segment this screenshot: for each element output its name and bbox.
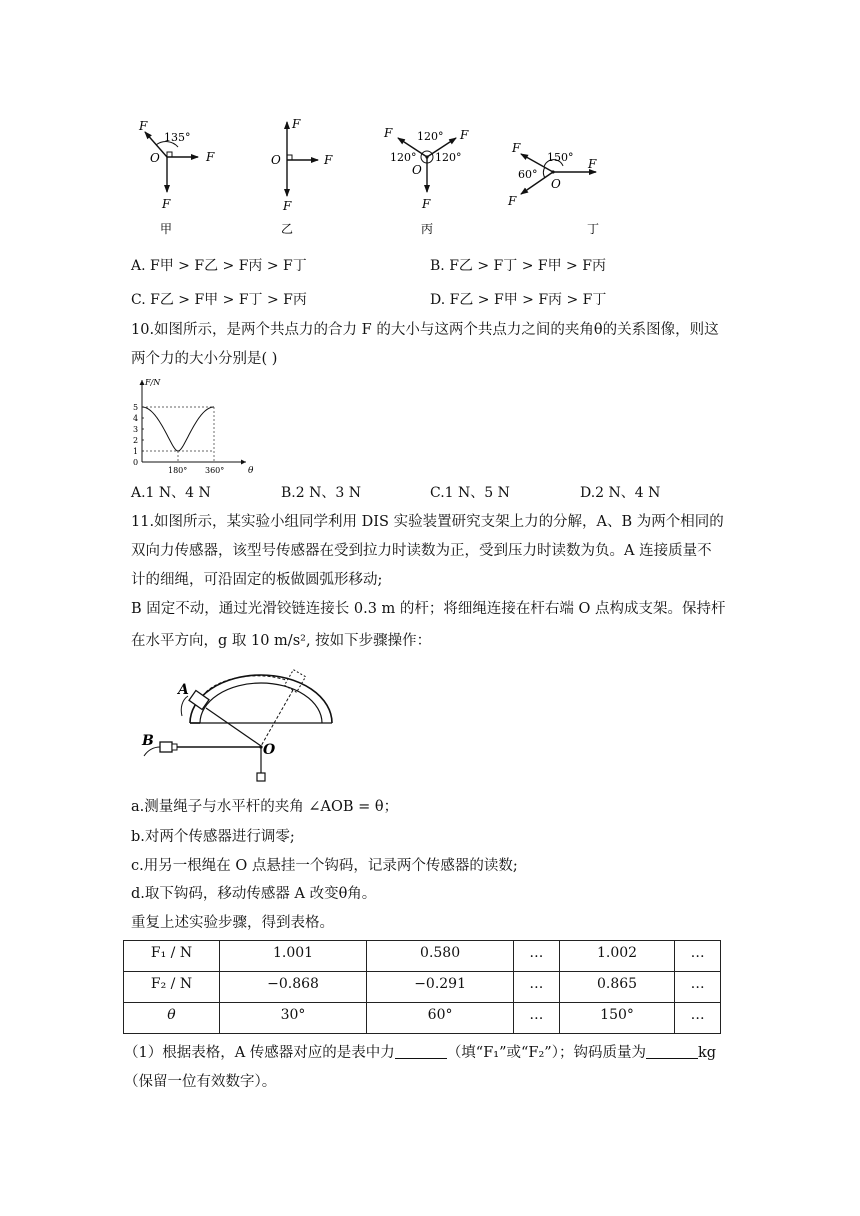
- q10-chart: [128, 374, 268, 474]
- x-tick-label: 360°: [205, 466, 225, 474]
- q11-subquestion-1-line2: （保留一位有效数字）。: [124, 1074, 277, 1090]
- label-b: B: [142, 733, 154, 749]
- table-cell: 0.865: [559, 972, 675, 1003]
- q10-option-b[interactable]: B.2 N、3 N: [281, 485, 361, 501]
- table-row-header: θ: [124, 1003, 220, 1034]
- q11-step-b: b.对两个传感器进行调零;: [131, 829, 295, 845]
- svg-text:O: O: [271, 153, 281, 167]
- y-tick-label: 3: [133, 425, 139, 434]
- q9-option-b[interactable]: B. F乙 > F丁 > F甲 > F丙: [430, 258, 606, 274]
- diagram-jia: [138, 119, 215, 236]
- svg-text:O: O: [551, 177, 561, 191]
- x-axis-label: θ: [248, 466, 254, 474]
- q11-step-a: a.测量绳子与水平杆的夹角 ∠AOB = θ；: [131, 799, 399, 815]
- table-cell: 1.002: [559, 941, 675, 972]
- answer-blank-2[interactable]: [646, 1044, 698, 1059]
- caption-yi: 乙: [281, 222, 294, 236]
- table-cell: −0.291: [367, 972, 514, 1003]
- svg-text:F: F: [324, 153, 333, 167]
- table-cell: …: [514, 941, 560, 972]
- y-tick-label: 1: [133, 447, 139, 456]
- q10-option-c[interactable]: C.1 N、5 N: [430, 485, 510, 501]
- caption-jia: 甲: [160, 222, 173, 236]
- x-tick-label: 180°: [168, 466, 188, 474]
- svg-text:60°: 60°: [518, 168, 538, 181]
- table-cell: 60°: [367, 1003, 514, 1034]
- table-row: [124, 941, 721, 972]
- table-cell: 0.580: [367, 941, 514, 972]
- svg-text:F: F: [508, 194, 517, 208]
- q11-stem-line5: 在水平方向，g 取 10 m/s², 按如下步骤操作：: [131, 633, 432, 649]
- q10-stem-line2: 两个力的大小分别是( ): [131, 351, 278, 367]
- y-axis-label: F/N: [145, 378, 161, 387]
- table-cell: …: [514, 1003, 560, 1034]
- table-cell: …: [675, 941, 721, 972]
- svg-text:F: F: [292, 117, 301, 131]
- svg-text:F: F: [283, 199, 292, 213]
- x-axis-arrow: [241, 460, 246, 465]
- q11-subquestion-1: （1）根据表格，A 传感器对应的是表中力 （填“F₁”或“F₂”）；钩码质量为 kg: [124, 1045, 717, 1061]
- table-row: [124, 972, 721, 1003]
- q10-stem-line1: 10.如图所示，是两个共点力的合力 F 的大小与这两个共点力之间的夹角θ的关系图像，则这: [131, 322, 719, 338]
- diagram-bing: [383, 126, 469, 236]
- y-tick-label: 2: [133, 436, 139, 445]
- caption-ding: 丁: [587, 222, 600, 236]
- table-cell: …: [514, 972, 560, 1003]
- q11-data-table: [123, 940, 721, 1034]
- svg-text:F: F: [512, 141, 521, 155]
- svg-text:O: O: [412, 163, 422, 177]
- table-cell: …: [675, 1003, 721, 1034]
- label-o: O: [263, 742, 276, 758]
- q11-stem-line3: 计的细绳，可沿固定的板做圆弧形移动;: [131, 572, 383, 588]
- q9-option-d[interactable]: D. F乙 > F甲 > F丙 > F丁: [430, 292, 607, 308]
- table-cell: …: [675, 972, 721, 1003]
- svg-text:150°: 150°: [547, 151, 574, 164]
- table-cell: −0.868: [220, 972, 367, 1003]
- table-cell: 150°: [559, 1003, 675, 1034]
- y-axis-arrow: [140, 380, 145, 385]
- answer-blank-1[interactable]: [395, 1044, 447, 1059]
- y-tick-label: 4: [133, 414, 139, 423]
- q11-step-d: d.取下钩码，移动传感器 A 改变θ角。: [131, 886, 377, 902]
- q11-stem-line2: 双向力传感器，该型号传感器在受到拉力时读数为正，受到压力时读数为负。A 连接质量不: [131, 543, 712, 559]
- y-tick-label: 0: [133, 458, 139, 467]
- svg-text:F: F: [139, 119, 148, 133]
- q11-stem-line1: 11.如图所示，某实验小组同学利用 DIS 实验装置研究支架上力的分解，A、B 为两个相同的: [131, 514, 724, 530]
- table-row-header: F₂ / N: [124, 972, 220, 1003]
- q11-repeat-line: 重复上述实验步骤，得到表格。: [131, 915, 334, 931]
- label-a: A: [178, 682, 189, 698]
- svg-text:O: O: [150, 151, 160, 165]
- q11-apparatus-diagram: [136, 660, 346, 785]
- y-tick-label: 5: [133, 403, 139, 412]
- series-line: [142, 407, 214, 451]
- caption-bing: 丙: [421, 222, 434, 236]
- svg-text:F: F: [588, 157, 597, 171]
- svg-text:120°: 120°: [390, 151, 417, 164]
- svg-text:F: F: [162, 197, 171, 211]
- table-cell: 1.001: [220, 941, 367, 972]
- q9-option-c[interactable]: C. F乙 > F甲 > F丁 > F丙: [131, 292, 307, 308]
- q11-step-c: c.用另一根绳在 O 点悬挂一个钩码，记录两个传感器的读数;: [131, 858, 518, 874]
- q9-option-a[interactable]: A. F甲 > F乙 > F丙 > F丁: [131, 258, 307, 274]
- table-cell: 30°: [220, 1003, 367, 1034]
- diagram-ding: [507, 141, 599, 236]
- table-row-header: F₁ / N: [124, 941, 220, 972]
- svg-text:F: F: [422, 197, 431, 211]
- jia-angle: 135°: [164, 131, 191, 144]
- q9-force-diagrams: [120, 110, 620, 240]
- table-row: [124, 1003, 721, 1034]
- svg-text:F: F: [384, 126, 393, 140]
- q10-option-a[interactable]: A.1 N、4 N: [131, 485, 211, 501]
- q10-option-d[interactable]: D.2 N、4 N: [580, 485, 661, 501]
- q11-stem-line4: B 固定不动，通过光滑铰链连接长 0.3 m 的杆；将细绳连接在杆右端 O 点构成支架。保持杆: [131, 601, 726, 617]
- svg-text:F: F: [460, 128, 469, 142]
- svg-text:120°: 120°: [417, 130, 444, 143]
- svg-text:120°: 120°: [435, 151, 462, 164]
- svg-text:F: F: [206, 150, 215, 164]
- diagram-yi: [271, 117, 333, 236]
